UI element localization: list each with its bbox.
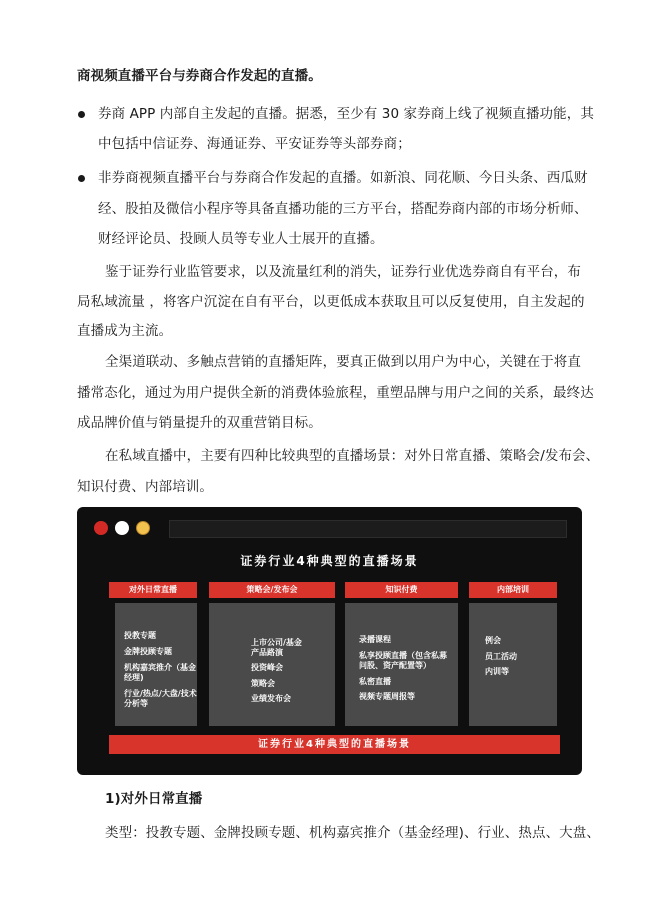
window-title-bar	[169, 520, 567, 538]
scenario-item: 经理)	[124, 673, 144, 682]
window-dot-white	[115, 521, 129, 535]
scenario-item: 投资峰会	[251, 663, 283, 672]
paragraph-1-line-2: 局私域流量 ，将客户沉淀在自有平台，以更低成本获取且可以反复使用，自主发起的	[77, 294, 585, 310]
scenario-item: 投教专题	[124, 631, 156, 640]
scenario-item: 私密直播	[359, 677, 391, 686]
scenario-item: 业绩发布会	[251, 694, 291, 703]
scenario-item: 例会	[485, 636, 501, 645]
scenario-item: 策略会	[251, 679, 275, 688]
bullet-2-line-3: 财经评论员、投顾人员等专业人士展开的直播。	[98, 231, 384, 247]
scenario-item: 员工活动	[485, 652, 517, 661]
bullet-1-line-2: 中包括中信证券、海通证券、平安证券等头部券商；	[98, 136, 411, 152]
bullet-dot	[78, 175, 85, 182]
scenario-item: 上市公司/基金	[251, 638, 302, 647]
figure-title: 证券行业4种典型的直播场景	[240, 554, 419, 568]
category-box	[115, 603, 197, 726]
paragraph-3-line-2: 知识付费、内部培训。	[77, 479, 213, 495]
bullet-dot	[78, 111, 85, 118]
category-external-daily: 对外日常直播	[109, 582, 197, 598]
scenario-item: 行业/热点/大盘/技术	[124, 689, 197, 698]
paragraph-2-line-1: 全渠道联动、多触点营销的直播矩阵，要真正做到以用户为中心，关键在于将直	[105, 354, 581, 370]
paragraph-2-line-2: 播常态化，通过为用户提供全新的消费体验旅程，重塑品牌与用户之间的关系，最终达	[77, 385, 594, 401]
scenario-item: 录播课程	[359, 635, 391, 644]
scenario-item: 产品路演	[251, 648, 283, 657]
bullet-1-line-1: 券商 APP 内部自主发起的直播。据悉，至少有 30 家券商上线了视频直播功能，其	[98, 106, 594, 122]
scenario-item: 私享投顾直播（包含私募	[359, 651, 447, 660]
window-dot-yellow	[136, 521, 150, 535]
intro-line: 商视频直播平台与券商合作发起的直播。	[77, 68, 322, 84]
category-box	[209, 603, 335, 726]
bullet-2-line-2: 经、股拍及微信小程序等具备直播功能的三方平台，搭配券商内部的市场分析师、	[98, 201, 588, 217]
scenario-item: 分析等	[124, 699, 148, 708]
paragraph-1-line-3: 直播成为主流。	[77, 323, 173, 339]
category-box	[469, 603, 557, 726]
paragraph-3-line-1: 在私域直播中，主要有四种比较典型的直播场景：对外日常直播、策略会/发布会、	[105, 448, 600, 464]
paragraph-2-line-3: 成品牌价值与销量提升的双重营销目标。	[77, 415, 322, 431]
scenario-item: 问股、资产配置等）	[359, 661, 431, 670]
window-dot-red	[94, 521, 108, 535]
scenario-item: 金牌投顾专题	[124, 647, 172, 656]
category-box	[345, 603, 458, 726]
scenario-item: 内训等	[485, 667, 509, 676]
section-heading: 1)对外日常直播	[105, 791, 203, 807]
bullet-2-line-1: 非券商视频直播平台与券商合作发起的直播。如新浪、同花顺、今日头条、西瓜财	[98, 170, 588, 186]
scenario-item: 视频专题周报等	[359, 692, 415, 701]
scenario-item: 机构嘉宾推介（基金	[124, 663, 196, 672]
category-internal-training: 内部培训	[469, 582, 557, 598]
paragraph-1-line-1: 鉴于证券行业监管要求，以及流量红利的消失，证券行业优选券商自有平台，布	[105, 264, 581, 280]
category-strategy-launch: 策略会/发布会	[209, 582, 335, 598]
figure-footer-banner: 证券行业4种典型的直播场景	[109, 735, 560, 754]
scenario-figure	[77, 507, 582, 775]
category-knowledge-paid: 知识付费	[345, 582, 458, 598]
type-line: 类型：投教专题、金牌投顾专题、机构嘉宾推介（基金经理)、行业、热点、大盘、	[105, 825, 600, 841]
